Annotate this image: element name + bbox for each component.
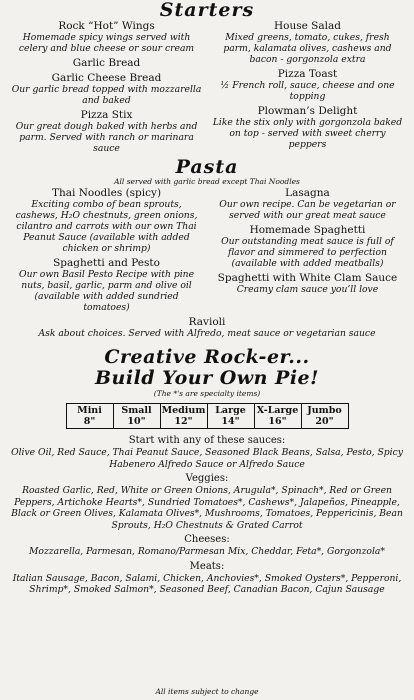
item-name: Pizza Toast bbox=[277, 68, 338, 80]
item-name: Thai Noodles (spicy) bbox=[52, 187, 162, 199]
pie-heading bbox=[10, 347, 404, 389]
menu-item bbox=[211, 105, 404, 150]
size-inches: 14" bbox=[221, 416, 240, 427]
size-inches: 16" bbox=[268, 416, 287, 427]
footer-note: All items subject to change bbox=[155, 687, 259, 696]
sauces-list: Olive Oil, Red Sauce, Thai Peanut Sauce, Seasoned Black Beans, Salsa, Pesto, Spicy Habenero Alfredo Sauce or Alfredo Sauce bbox=[11, 447, 403, 470]
cheeses-title: Cheeses: bbox=[184, 534, 230, 545]
pie-title-line1: Creative Rock-er... bbox=[104, 346, 310, 368]
item-name: Lasagna bbox=[285, 187, 330, 199]
size-label: Large bbox=[215, 405, 246, 416]
size-label: Mini bbox=[77, 405, 102, 416]
item-description: Our garlic bread topped with mozzarella and baked bbox=[11, 84, 202, 106]
size-inches: 20" bbox=[315, 416, 334, 427]
pasta-title: Pasta bbox=[175, 156, 239, 178]
item-name: Pizza Stix bbox=[80, 109, 133, 121]
size-label: Jumbo bbox=[307, 405, 342, 416]
item-name: Homemade Spaghetti bbox=[249, 224, 366, 236]
pasta-note: All served with garlic bread except Thai Noodles bbox=[114, 177, 300, 186]
size-cell bbox=[66, 404, 113, 429]
veggies-list: Roasted Garlic, Red, White or Green Onions, Arugula*, Spinach*, Red or Green Peppers, Artichoke Hearts*, Sundried Tomatoes*, Cashews*, Jalapeños, Pineapple, Black or Green Olives, Kalamata Olives*, Mushrooms, Tomatoes, Peppericinis, Bean Sprouts, H₂O Chestnuts & Grated Carrot bbox=[11, 485, 403, 531]
size-cell bbox=[113, 404, 160, 429]
item-description: Like the stix only with gorgonzola baked on top - served with sweet cherry peppers bbox=[212, 117, 403, 150]
item-description: ½ French roll, sauce, cheese and one topping bbox=[220, 80, 395, 102]
pasta-left-column bbox=[10, 187, 203, 316]
menu-item bbox=[10, 72, 203, 106]
pizza-size-table bbox=[66, 403, 349, 429]
starters-right-column bbox=[211, 20, 404, 157]
item-description: Our own recipe. Can be vegetarian or served with our great meat sauce bbox=[219, 199, 396, 221]
size-inches: 12" bbox=[174, 416, 193, 427]
ravioli-item bbox=[10, 316, 404, 339]
item-name: Rock “Hot” Wings bbox=[58, 20, 155, 32]
item-name: House Salad bbox=[273, 20, 341, 32]
menu-item bbox=[211, 20, 404, 65]
meats-list: Italian Sausage, Bacon, Salami, Chicken, Anchovies*, Smoked Oysters*, Pepperoni, Shrimp*, Smoked Salmon*, Seasoned Beef, Canadian Bacon, Cajun Sausage bbox=[12, 572, 402, 595]
item-description: Our outstanding meat sauce is full of flavor and simmered to perfection (available with added meatballs) bbox=[221, 236, 394, 269]
item-name: Garlic Bread bbox=[72, 57, 141, 69]
size-inches: 8" bbox=[83, 416, 96, 427]
starters-left-column bbox=[10, 20, 203, 157]
pasta-right-column bbox=[211, 187, 404, 316]
size-cell bbox=[254, 404, 301, 429]
pie-title-line2: Build Your Own Pie! bbox=[94, 367, 319, 389]
item-description: Mixed greens, tomato, cukes, fresh parm, kalamata olives, cashews and bacon - gorgonzola extra bbox=[223, 32, 392, 65]
item-description: Our own Basil Pesto Recipe with pine nuts, basil, garlic, parm and olive oil (available with added sundried tomatoes) bbox=[19, 269, 195, 313]
item-name: Garlic Cheese Bread bbox=[51, 72, 162, 84]
item-name: Plowman’s Delight bbox=[257, 105, 358, 117]
size-cell bbox=[207, 404, 254, 429]
item-name: Spaghetti and Pesto bbox=[53, 257, 160, 269]
size-label: Small bbox=[121, 405, 152, 416]
menu-item bbox=[211, 68, 404, 102]
starters-columns bbox=[10, 20, 404, 157]
pasta-columns bbox=[10, 187, 404, 316]
menu-item bbox=[211, 187, 404, 221]
menu-item bbox=[10, 109, 203, 154]
menu-item bbox=[10, 187, 203, 254]
meats-title: Meats: bbox=[189, 560, 225, 572]
item-description: Exciting combo of bean sprouts, cashews, H₂O chestnuts, green onions, cilantro and carrots with our own Thai Peanut Sauce (available with added chicken or shrimp) bbox=[15, 199, 198, 254]
size-cell bbox=[301, 404, 348, 429]
starters-title: Starters bbox=[159, 0, 255, 21]
item-description: Homemade spicy wings served with celery and blue cheese or sour cream bbox=[18, 32, 195, 54]
menu-item bbox=[10, 257, 203, 313]
item-description: Ask about choices. Served with Alfredo, meat sauce or vegetarian sauce bbox=[38, 328, 376, 339]
specialty-note: (The *'s are specialty items) bbox=[153, 389, 261, 398]
size-label: X-Large bbox=[256, 405, 299, 416]
item-description: Creamy clam sauce you’ll love bbox=[236, 284, 379, 295]
size-label: Medium bbox=[161, 405, 206, 416]
size-inches: 10" bbox=[127, 416, 146, 427]
item-name: Spaghetti with White Clam Sauce bbox=[217, 272, 398, 284]
menu-item bbox=[10, 20, 203, 54]
menu-item bbox=[211, 224, 404, 269]
menu-item bbox=[211, 272, 404, 295]
veggies-title: Veggies: bbox=[185, 473, 229, 484]
cheeses-list: Mozzarella, Parmesan, Romano/Parmesan Mix, Cheddar, Feta*, Gorgonzola* bbox=[29, 546, 385, 557]
size-cell bbox=[160, 404, 207, 429]
sauces-title: Start with any of these sauces: bbox=[128, 435, 286, 446]
menu-item bbox=[10, 57, 203, 69]
item-description: Our great dough baked with herbs and parm. Served with ranch or marinara sauce bbox=[15, 121, 198, 154]
item-name: Ravioli bbox=[188, 316, 226, 328]
